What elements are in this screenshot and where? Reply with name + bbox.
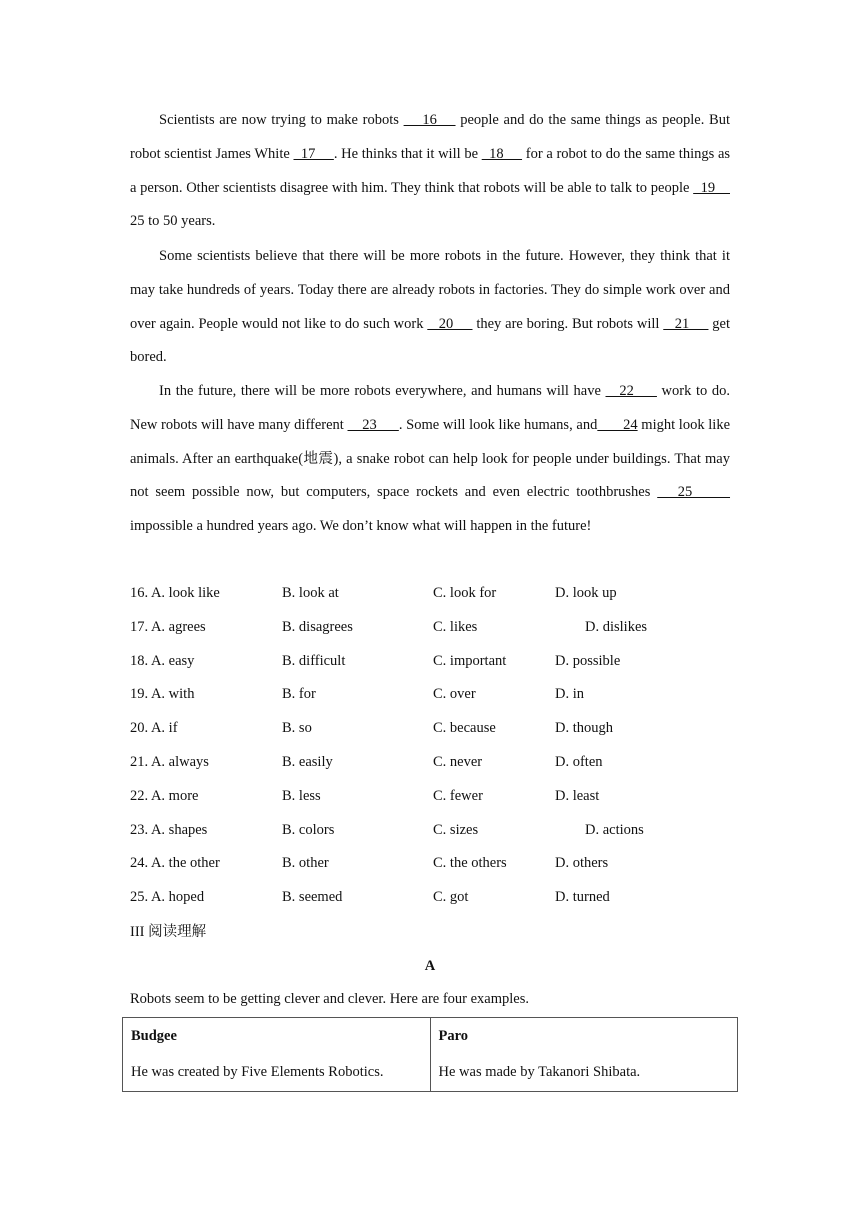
option-c: C. important <box>433 652 507 669</box>
option-row-24 <box>130 847 730 881</box>
section-intro: Robots seem to be getting clever and clever. Here are four examples. <box>130 991 529 1007</box>
option-b: B. less <box>282 787 321 804</box>
table-row <box>123 1018 738 1092</box>
option-c: C. because <box>433 720 496 737</box>
blank-23: 23 <box>347 416 399 433</box>
text: work to do. New robots will have many different <box>130 383 730 433</box>
text: get bored. <box>130 315 731 366</box>
robot-name: Budgee <box>131 1028 177 1044</box>
option-row-25 <box>130 881 730 915</box>
robots-table <box>122 1017 738 1092</box>
text: . Some will look like humans, and <box>398 416 598 433</box>
option-row-22 <box>130 780 730 814</box>
option-row-20 <box>130 712 730 746</box>
text: Scientists are now trying to make robots <box>159 112 404 128</box>
section-part-heading: A <box>424 958 436 974</box>
blank-19: 19 <box>693 179 730 196</box>
text: . He thinks that it will be <box>333 145 482 162</box>
option-c: C. got <box>433 889 469 906</box>
paragraph-3 <box>130 375 730 544</box>
option-row-16 <box>130 577 730 611</box>
option-b: B. seemed <box>282 889 343 906</box>
option-c: C. fewer <box>433 787 483 804</box>
option-row-23 <box>130 814 730 848</box>
blank-25: 25 <box>657 484 731 501</box>
paragraph-1 <box>130 104 730 239</box>
robot-description: He was made by Takanori Shibata. <box>438 1064 641 1080</box>
blank-18: 18 <box>481 145 523 162</box>
option-a: 24. A. the other <box>130 855 220 872</box>
option-b: B. disagrees <box>282 618 353 635</box>
option-b: B. colors <box>282 821 335 838</box>
option-c: C. over <box>433 686 476 703</box>
option-d: D. in <box>555 686 584 703</box>
option-row-17 <box>130 611 730 645</box>
robot-name: Paro <box>438 1028 469 1044</box>
blank-22: 22 <box>605 383 657 399</box>
text: impossible a hundred years ago. We don’t know what will happen in the future! <box>130 518 592 535</box>
option-d: D. turned <box>555 889 610 906</box>
text: Some scientists believe that there will be more robots in the future. However, they think that it may take hundreds of years. Today there are already robots in factories. They do simple work over and over again. People would not like to do such work <box>130 248 730 332</box>
option-row-19 <box>130 678 730 712</box>
text: In the future, there will be more robots everywhere, and humans will have <box>159 383 606 399</box>
option-c: C. never <box>433 753 483 770</box>
option-a: 16. A. look like <box>130 585 220 601</box>
option-a: 18. A. easy <box>130 652 195 669</box>
option-c: C. look for <box>433 585 497 601</box>
option-a: 25. A. hoped <box>130 889 205 906</box>
table-cell-paro <box>430 1018 738 1092</box>
option-a: 23. A. shapes <box>130 821 208 838</box>
option-b: B. other <box>282 855 329 872</box>
text: they are boring. But robots will <box>472 315 664 332</box>
option-d: D. often <box>555 753 603 770</box>
option-d: D. others <box>555 855 609 872</box>
option-a: 20. A. if <box>130 720 178 737</box>
option-b: B. easily <box>282 753 333 770</box>
option-d: D. though <box>555 720 613 737</box>
option-a: 21. A. always <box>130 753 209 770</box>
option-d: D. look up <box>555 585 617 601</box>
option-d: D. dislikes <box>585 618 648 635</box>
robot-description: He was created by Five Elements Robotics. <box>131 1064 384 1080</box>
option-d: D. actions <box>585 821 644 838</box>
blank-21: 21 <box>663 315 709 332</box>
option-row-18 <box>130 645 730 679</box>
option-b: B. difficult <box>282 652 346 669</box>
blank-17: 17 <box>293 145 334 162</box>
option-d: D. least <box>555 787 600 804</box>
text: might look like animals. After an earthquake(地震), a snake robot can help look for people under buildings. That may not seem possible now, but computers, space rockets and even electric toothbrushes <box>130 416 731 501</box>
section-title: III 阅读理解 <box>130 924 207 940</box>
paragraph-2 <box>130 240 730 375</box>
option-c: C. sizes <box>433 821 479 838</box>
option-a: 22. A. more <box>130 787 199 804</box>
text: 25 to 50 years. <box>130 213 216 230</box>
option-b: B. so <box>282 720 312 737</box>
table-cell-budgee <box>123 1018 431 1092</box>
text: for a robot to do the same things as a person. Other scientists disagree with him. They think that robots will be able to talk to people <box>130 145 731 196</box>
option-c: C. the others <box>433 855 507 872</box>
blank-20: 20 <box>427 315 473 332</box>
answer-options <box>130 577 730 915</box>
blank-16: 16 <box>403 112 456 128</box>
option-b: B. look at <box>282 585 339 601</box>
option-d: D. possible <box>555 652 621 669</box>
text: people and do the same things as people. But robot scientist James White <box>130 112 730 162</box>
option-b: B. for <box>282 686 316 703</box>
blank-24: 24 <box>597 416 638 433</box>
option-c: C. likes <box>433 618 478 635</box>
option-a: 17. A. agrees <box>130 618 206 635</box>
option-row-21 <box>130 746 730 780</box>
option-a: 19. A. with <box>130 686 195 703</box>
